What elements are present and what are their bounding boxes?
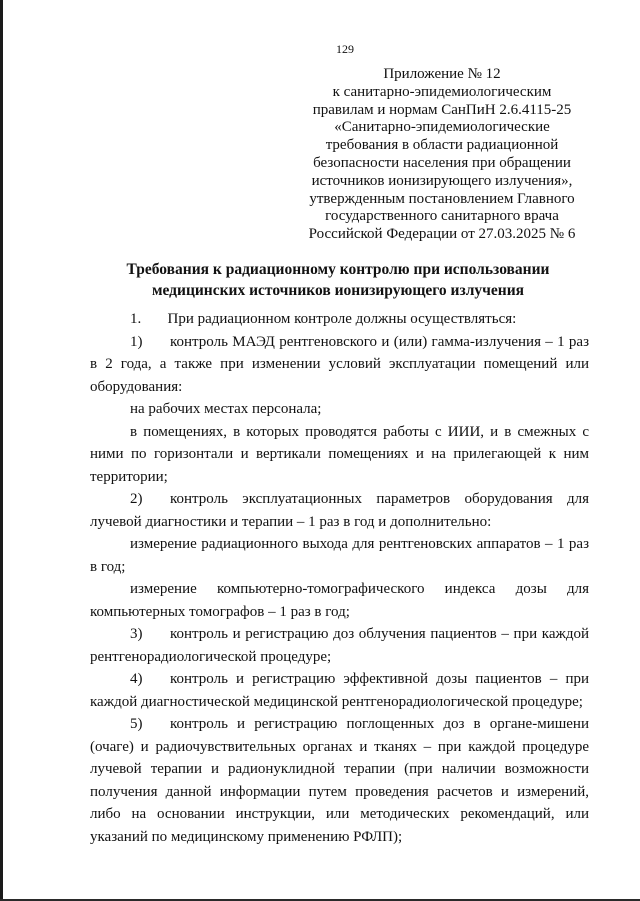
- page-number: 129: [336, 42, 354, 56]
- scan-edge: [0, 0, 3, 901]
- appendix-line: к санитарно-эпидемиологическим: [332, 83, 552, 100]
- title-line-1: Требования к радиационному контролю при использовании: [126, 261, 550, 278]
- appendix-line: требования в области радиационной: [325, 137, 559, 154]
- document-title: [88, 259, 588, 301]
- item-number: 2): [130, 491, 143, 507]
- item-text: контроль эксплуатационных параметров оборудования для лучевой диагностики и терапии – 1 раз в год и дополнительно:: [90, 491, 589, 530]
- item-text: контроль и регистрацию доз облучения пациентов – при каждой рентгенорадиологической процедуре;: [90, 626, 589, 665]
- list-item-4: [90, 668, 589, 713]
- paragraph-1: 1. При радиационном контроле должны осуществляться:: [130, 311, 517, 327]
- title-line-2: медицинских источников ионизирующего излучения: [151, 282, 525, 299]
- appendix-line: Приложение № 12: [383, 66, 501, 82]
- appendix-header: [292, 66, 592, 244]
- list-item-1: [90, 331, 589, 399]
- appendix-line: государственного санитарного врача: [325, 208, 559, 225]
- sub-item-1a: на рабочих местах персонала;: [130, 401, 322, 417]
- list-item-5: [90, 713, 589, 848]
- appendix-line: безопасности населения при обращении: [313, 154, 571, 171]
- item-number: 4): [130, 671, 143, 687]
- item-number: 1): [130, 333, 143, 350]
- sub-item-1b: в помещениях, в которых проводятся работы с ИИИ, и в смежных с ними по горизонтали и вертикали помещениях и на прилегающей к ним территории;: [90, 423, 589, 485]
- item-text: контроль и регистрацию поглощенных доз в органе-мишени (очаге) и радиочувствительных органах и тканях – при каждой процедуре лучевой терапии и радионуклидной терапии (при наличии возможности получения данной информации путем проведения расчетов и измерений, либо на основании инструкции, или методических рекомендаций, или указаний по медицинскому применению РФЛП);: [90, 716, 589, 845]
- appendix-line: правилам и нормам СанПиН 2.6.4115-25: [312, 101, 572, 118]
- list-item-3: [90, 623, 589, 668]
- appendix-line: утвержденным постановлением Главного: [309, 190, 575, 207]
- appendix-line: Российской Федерации от 27.03.2025 № 6: [308, 226, 576, 243]
- item-number: 3): [130, 626, 143, 642]
- appendix-line: источников ионизирующего излучения»,: [311, 172, 573, 189]
- item-text: контроль и регистрацию эффективной дозы пациентов – при каждой диагностической медицинской рентгенорадиологической процедуре;: [90, 671, 589, 710]
- sub-item-2b: измерение компьютерно-томографического индекса дозы для компьютерных томографов – 1 раз в год;: [90, 581, 589, 620]
- sub-item-2a: измерение радиационного выхода для рентгеновских аппаратов – 1 раз в год;: [90, 536, 589, 575]
- item-number: 5): [130, 716, 143, 732]
- appendix-line: «Санитарно-эпидемиологические: [334, 119, 550, 136]
- document-body: [90, 308, 589, 848]
- item-text: контроль МАЭД рентгеновского и (или) гамма-излучения – 1 раз в 2 года, а также при изменении условий эксплуатации помещений или оборудования:: [90, 333, 589, 395]
- list-item-2: [90, 488, 589, 533]
